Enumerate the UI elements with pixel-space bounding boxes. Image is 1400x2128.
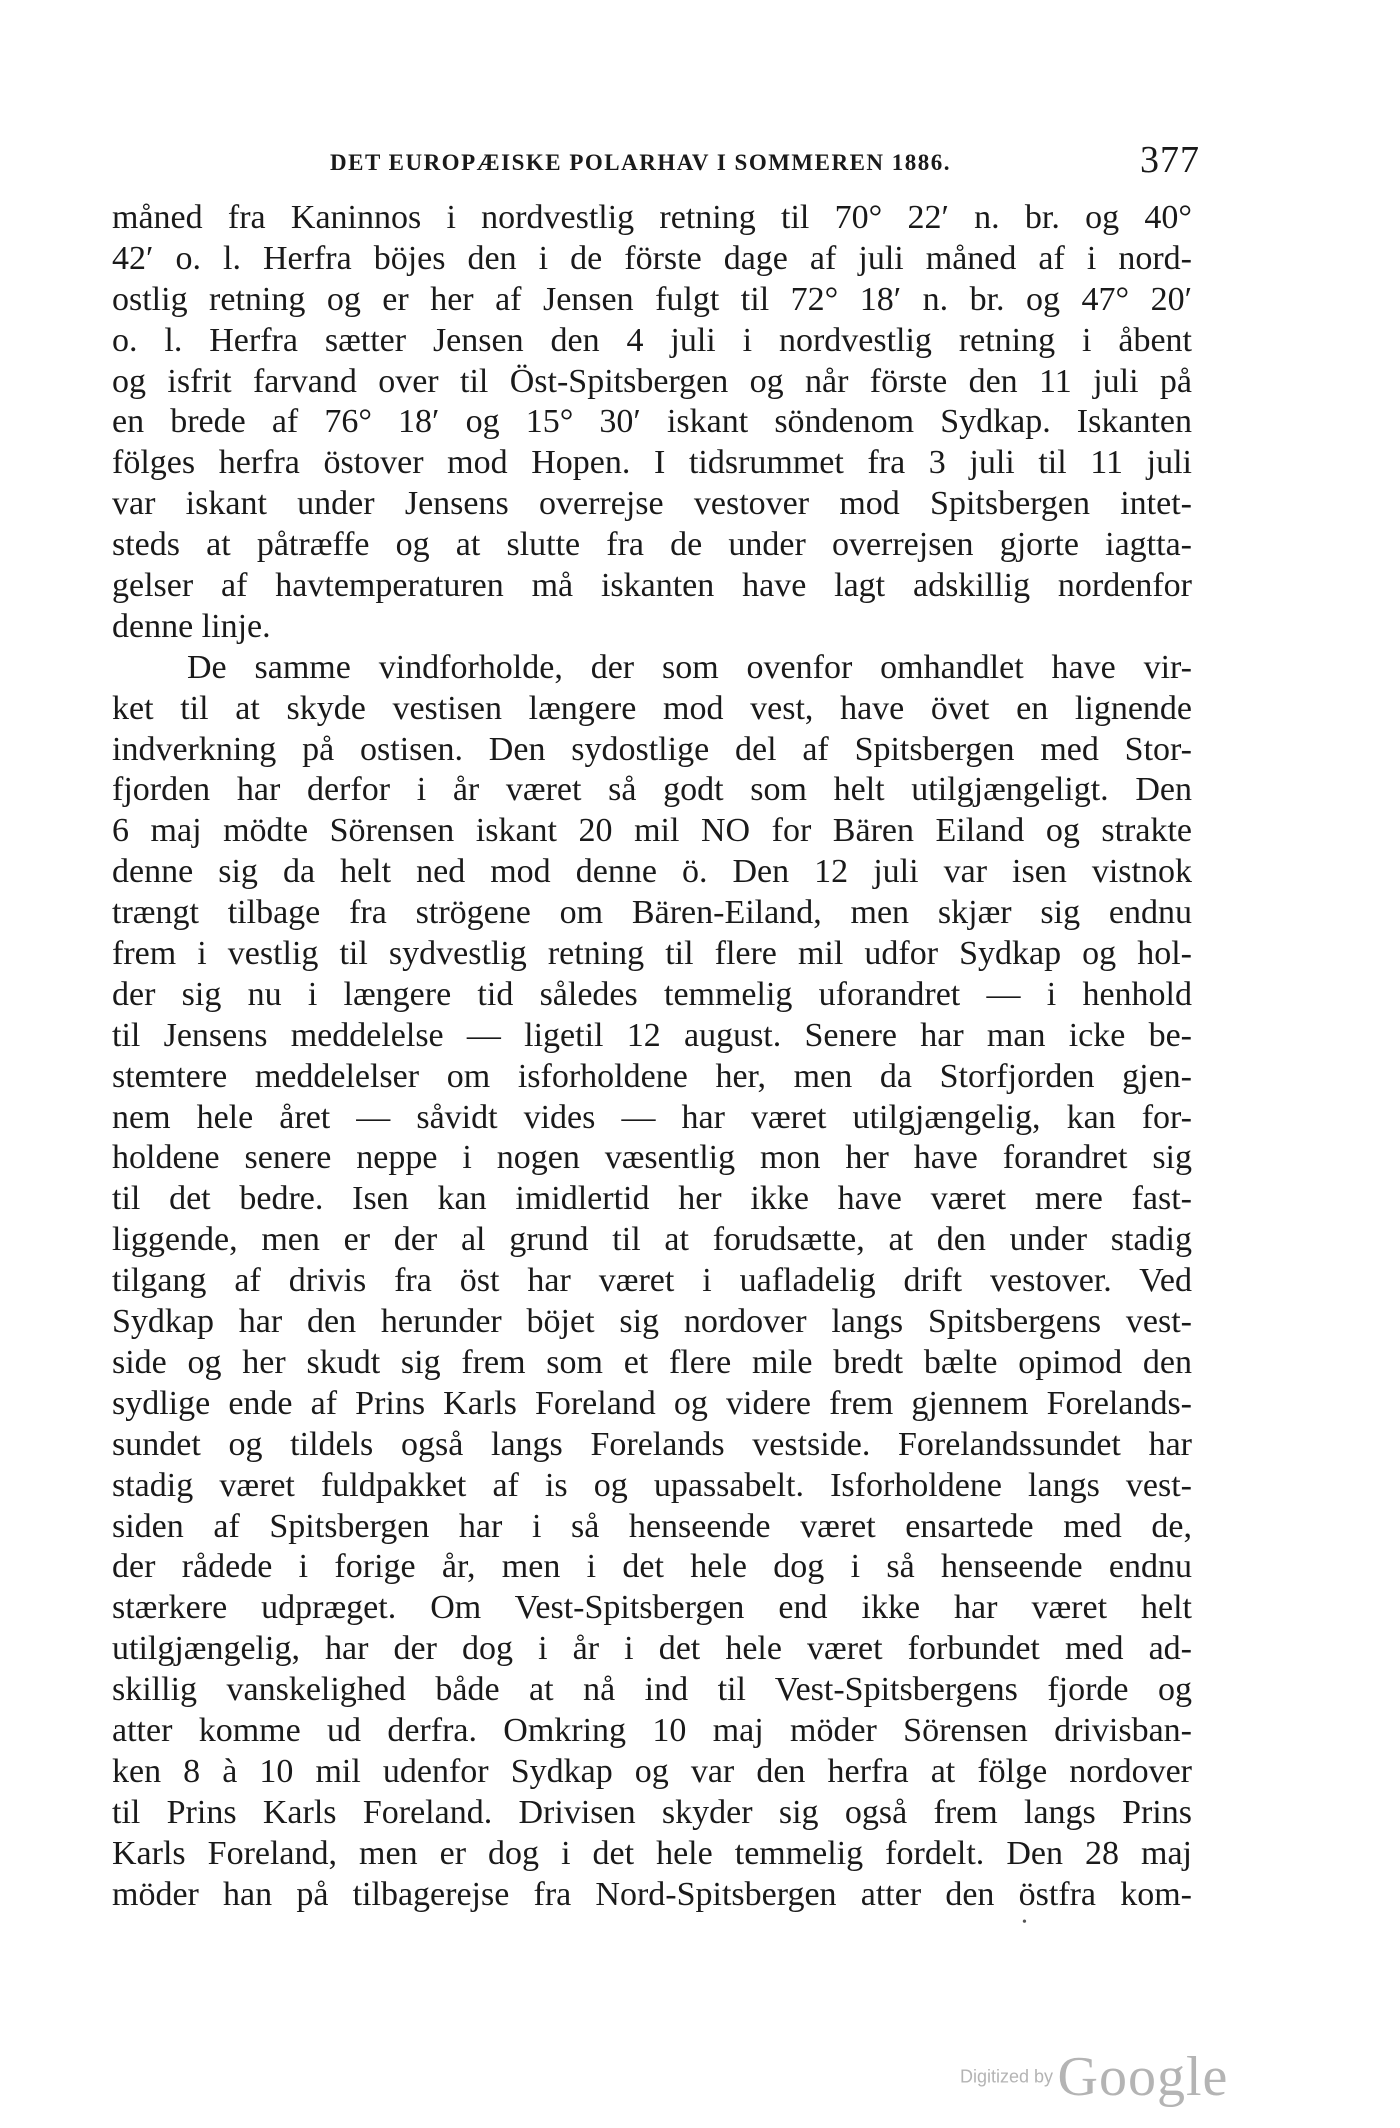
text-line: var iskant under Jensens overrejse vestover mod Spitsbergen intet- — [112, 485, 1192, 523]
text-line: til det bedre. Isen kan imidlertid her ikke have været mere fast- — [112, 1180, 1192, 1218]
text-line: sydlige ende af Prins Karls Foreland og videre frem gjennem Forelands- — [112, 1384, 1192, 1422]
text-line: til Prins Karls Foreland. Drivisen skyder sig også frem langs Prins — [112, 1793, 1192, 1831]
text-line: og isfrit farvand over til Öst-Spitsbergen og når förste den 11 juli på — [112, 362, 1192, 400]
text-line: skillig vanskelighed både at nå ind til Vest-Spitsbergens fjorde og — [112, 1671, 1192, 1709]
text-line: möder han på tilbagerejse fra Nord-Spitsbergen atter den östfra kom- — [112, 1875, 1192, 1913]
text-line: fölges herfra östover mod Hopen. I tidsrummet fra 3 juli til 11 juli — [112, 444, 1192, 482]
google-logo: Google — [1057, 2046, 1229, 2108]
text-line: der sig nu i længere tid således temmelig uforandret — i henhold — [112, 975, 1192, 1013]
text-line: tilgang af drivis fra öst har været i uafladelig drift vestover. Ved — [112, 1262, 1192, 1300]
print-dot: • — [1022, 1915, 1027, 1930]
text-line: stærkere udpræget. Om Vest-Spitsbergen end ikke har været helt — [112, 1589, 1192, 1627]
text-line: liggende, men er der al grund til at forudsætte, at den under stadig — [112, 1221, 1192, 1259]
text-line: ostlig retning og er her af Jensen fulgt til 72° 18′ n. br. og 47° 20′ — [112, 280, 1192, 318]
text-line: der rådede i forige år, men i det hele dog i så henseende endnu — [112, 1548, 1192, 1586]
text-line: stadig været fuldpakket af is og upassabelt. Isforholdene langs vest- — [112, 1466, 1192, 1504]
text-line: stemtere meddelelser om isforholdene her, men da Storfjorden gjen- — [112, 1057, 1192, 1095]
text-line: ket til at skyde vestisen længere mod vest, have övet en lignende — [112, 689, 1192, 727]
text-line: en brede af 76° 18′ og 15° 30′ iskant söndenom Sydkap. Iskanten — [112, 403, 1192, 441]
text-line: frem i vestlig til sydvestlig retning til flere mil udfor Sydkap og hol- — [112, 935, 1192, 973]
text-line: denne sig da helt ned mod denne ö. Den 12 juli var isen vistnok — [112, 853, 1192, 891]
text-line: trængt tilbage fra strögene om Bären-Eiland, men skjær sig endnu — [112, 894, 1192, 932]
text-line: Sydkap har den herunder böjet sig nordover langs Spitsbergens vest- — [112, 1303, 1192, 1341]
text-line: steds at påtræffe og at slutte fra de under overrejsen gjorte iagtta- — [112, 526, 1192, 564]
text-line: o. l. Herfra sætter Jensen den 4 juli i nordvestlig retning i åbent — [112, 321, 1192, 359]
text-line: denne linje. — [112, 607, 271, 645]
text-line: siden af Spitsbergen har i så henseende været ensartede med de, — [112, 1507, 1192, 1545]
digitized-label: Digitized by — [960, 2066, 1054, 2087]
text-line: indverkning på ostisen. Den sydostlige del af Spitsbergen med Stor- — [112, 730, 1192, 768]
text-line: side og her skudt sig frem som et flere mile bredt bælte opimod den — [112, 1343, 1192, 1381]
digitized-watermark — [960, 2045, 1228, 2109]
text-line: gelser af havtemperaturen må iskanten have lagt adskillig nordenfor — [112, 567, 1192, 605]
text-line: sundet og tildels også langs Forelands vestside. Forelandssundet har — [112, 1425, 1192, 1463]
page-number: 377 — [1140, 139, 1200, 181]
text-line: fjorden har derfor i år været så godt som helt utilgjængeligt. Den — [112, 771, 1192, 809]
text-line: 42′ o. l. Herfra böjes den i de förste dage af juli måned af i nord- — [112, 239, 1192, 277]
text-line: ken 8 à 10 mil udenfor Sydkap og var den herfra at fölge nordover — [112, 1752, 1192, 1790]
text-line: til Jensens meddelelse — ligetil 12 august. Senere har man icke be- — [112, 1016, 1192, 1054]
text-line: De samme vindforholde, der som ovenfor omhandlet have vir- — [187, 648, 1192, 686]
text-line: måned fra Kaninnos i nordvestlig retning til 70° 22′ n. br. og 40° — [112, 199, 1192, 236]
text-line: 6 maj mödte Sörensen iskant 20 mil NO for Bären Eiland og strakte — [112, 812, 1192, 850]
text-line: Karls Foreland, men er dog i det hele temmelig fordelt. Den 28 maj — [112, 1834, 1192, 1872]
running-title: DET EUROPÆISKE POLARHAV I SOMMEREN 1886. — [330, 150, 952, 175]
body-text — [112, 198, 1192, 1915]
text-line: nem hele året — såvidt vides — har været utilgjængelig, kan for- — [112, 1098, 1192, 1136]
text-line: atter komme ud derfra. Omkring 10 maj möder Sörensen drivisban- — [112, 1711, 1192, 1749]
text-line: holdene senere neppe i nogen væsentlig mon her have forandret sig — [112, 1139, 1192, 1177]
text-line: utilgjængelig, har der dog i år i det hele været forbundet med ad- — [112, 1630, 1192, 1668]
